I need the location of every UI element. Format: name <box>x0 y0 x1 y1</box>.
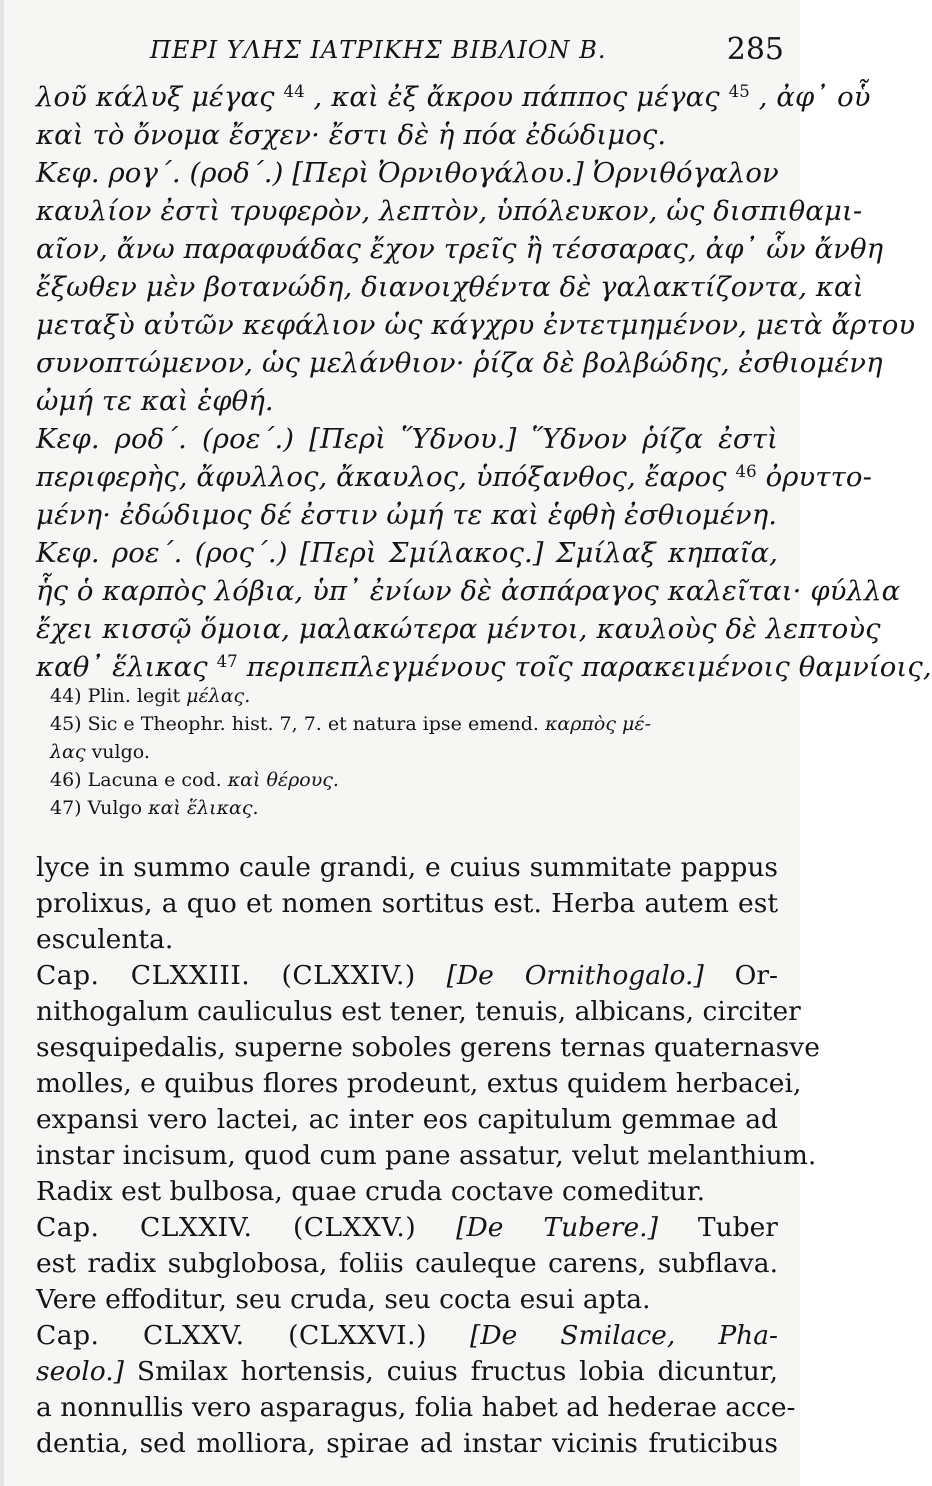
chapter-title: [De Smilace, Pha- <box>469 1320 778 1351</box>
latin-chapter-heading <box>36 1318 778 1354</box>
latin-line: nithogalum cauliculus est tener, tenuis, albicans, circiter <box>36 996 801 1027</box>
greek-line: αῖον, ἄνω παραφυάδας ἔχον τρεῖς ἢ τέσσαρας, ἀφ᾽ ὧν ἄνθη <box>36 233 884 265</box>
running-title: ΠΕΡΙ ΥΛΗΣ ΙΑΤΡΙΚΗΣ ΒΙΒΛΙΟΝ Β. <box>150 36 607 64</box>
page-header <box>144 30 784 74</box>
chapter-label: Cap. CLXXIII. (CLXXIV.) <box>36 960 416 991</box>
chapter-label: Cap. CLXXIV. (CLXXV.) <box>36 1212 417 1243</box>
chapter-title: [De Ornithogalo.] <box>446 960 704 991</box>
greek-chapter-heading: Κεφ. ροδ΄. (ροε΄.) [Περὶ Ὕδνου.] Ὕδνον ῥίζα ἐστὶ <box>36 423 778 455</box>
latin-text-block <box>36 850 820 1462</box>
greek-line: καὶ τὸ ὄνομα ἔσχεν· ἔστι δὲ ἡ πόα ἐδώδιμος. <box>36 119 667 151</box>
latin-line: a nonnullis vero asparagus, folia habet ad hederae acce- <box>36 1392 796 1423</box>
latin-line: molles, e quibus flores prodeunt, extus quidem herbacei, <box>36 1068 802 1099</box>
greek-chapter-heading: Κεφ. ρογ΄. (ροδ΄.) [Περὶ Ὀρνιθογάλου.] Ὀρνιθόγαλον <box>36 157 779 189</box>
footnote-mark: 46 <box>735 461 757 481</box>
greek-line: μένη· ἐδώδιμος δέ ἐστιν ὠμή τε καὶ ἑφθὴ ἐσθιομένη. <box>36 499 778 531</box>
chapter-label: Cap. CLXXV. (CLXXVI.) <box>36 1320 427 1351</box>
greek-line: συνοπτώμενον, ὡς μελάνθιον· ῥίζα δὲ βολβώδης, ἐσθιομένη <box>36 347 883 379</box>
greek-line: μεταξὺ αὐτῶν κεφάλιον ὡς κάγχρυ ἐντετμημένον, μετὰ ἄρτου <box>36 309 916 341</box>
greek-text-block <box>36 78 932 686</box>
greek-line: καθ᾽ ἕλικας $^{47}$ περιπεπλεγμένους τοῖς παρακειμένοις θαμνίοις, <box>36 651 932 683</box>
latin-line: prolixus, a quo et nomen sortitus est. Herba autem est <box>36 888 778 919</box>
latin-line: lyce in summo caule grandi, e cuius summitate pappus <box>36 852 778 883</box>
greek-line: περιφερὴς, ἄφυλλος, ἄκαυλος, ὑπόξανθος, ἔαρος $^{46}$ ὀρυττο- <box>36 461 872 493</box>
greek-line: λοῦ κάλυξ μέγας $^{44}$ , καὶ ἐξ ἄκρου πάππος μέγας $^{45}$ , ἀφ᾽ οὗ <box>36 81 871 113</box>
chapter-title: [De Tubere.] <box>456 1212 658 1243</box>
chapter-title: seolo.] <box>36 1356 124 1387</box>
footnotes <box>50 682 770 822</box>
latin-line: Vere effoditur, seu cruda, seu cocta esui apta. <box>36 1284 651 1315</box>
footnote: 45) Sic e Theophr. hist. 7, 7. et natura ipse emend. καρπὸς μέ- <box>50 713 651 735</box>
latin-line: seolo.] Smilax hortensis, cuius fructus lobia dicuntur, <box>36 1356 778 1387</box>
latin-line: est radix subglobosa, foliis cauleque carens, subflava. <box>36 1248 778 1279</box>
greek-line: καυλίον ἐστὶ τρυφερὸν, λεπτὸν, ὑπόλευκον, ὡς δισπιθαμι- <box>36 195 863 227</box>
greek-line: ἔχει κισσῷ ὅμοια, μαλακώτερα μέντοι, καυλοὺς δὲ λεπτοὺς <box>36 613 881 645</box>
footnote-mark: 45 <box>728 81 750 101</box>
page-number: 285 <box>726 32 784 67</box>
footnote-mark: 44 <box>283 81 305 101</box>
latin-line: dentia, sed molliora, spirae ad instar vicinis fruticibus <box>36 1428 778 1459</box>
latin-line: esculenta. <box>36 924 174 955</box>
latin-line: Radix est bulbosa, quae cruda coctave comeditur. <box>36 1176 705 1207</box>
greek-chapter-heading: Κεφ. ροε΄. (ρος΄.) [Περὶ Σμίλακος.] Σμίλαξ κηπαῖα, <box>36 537 778 569</box>
latin-line: instar incisum, quod cum pane assatur, velut melanthium. <box>36 1140 817 1171</box>
footnote-mark: 47 <box>216 651 238 671</box>
footnote: 44) Plin. legit μέλας. <box>50 685 251 707</box>
latin-line: sesquipedalis, superne soboles gerens ternas quaternasve <box>36 1032 820 1063</box>
latin-line: expansi vero lactei, ac inter eos capitulum gemmae ad <box>36 1104 778 1135</box>
footnote: 47) Vulgo καὶ ἕλικας. <box>50 797 259 819</box>
greek-line: ἧς ὁ καρπὸς λόβια, ὑπ᾽ ἐνίων δὲ ἀσπάραγος καλεῖται· φύλλα <box>36 575 901 607</box>
latin-chapter-heading: Cap. CLXXIII. (CLXXIV.) [De Ornithogalo.] Or- <box>36 960 778 991</box>
latin-chapter-heading: Cap. CLXXIV. (CLXXV.) [De Tubere.] Tuber <box>36 1212 778 1243</box>
greek-line: ἔξωθεν μὲν βοτανώδη, διανοιχθέντα δὲ γαλακτίζοντα, καὶ <box>36 271 864 303</box>
footnote-continuation: λας vulgo. <box>50 741 150 763</box>
footnote: 46) Lacuna e cod. καὶ θέρους. <box>50 769 339 791</box>
greek-line: ὠμή τε καὶ ἑφθή. <box>36 385 274 417</box>
